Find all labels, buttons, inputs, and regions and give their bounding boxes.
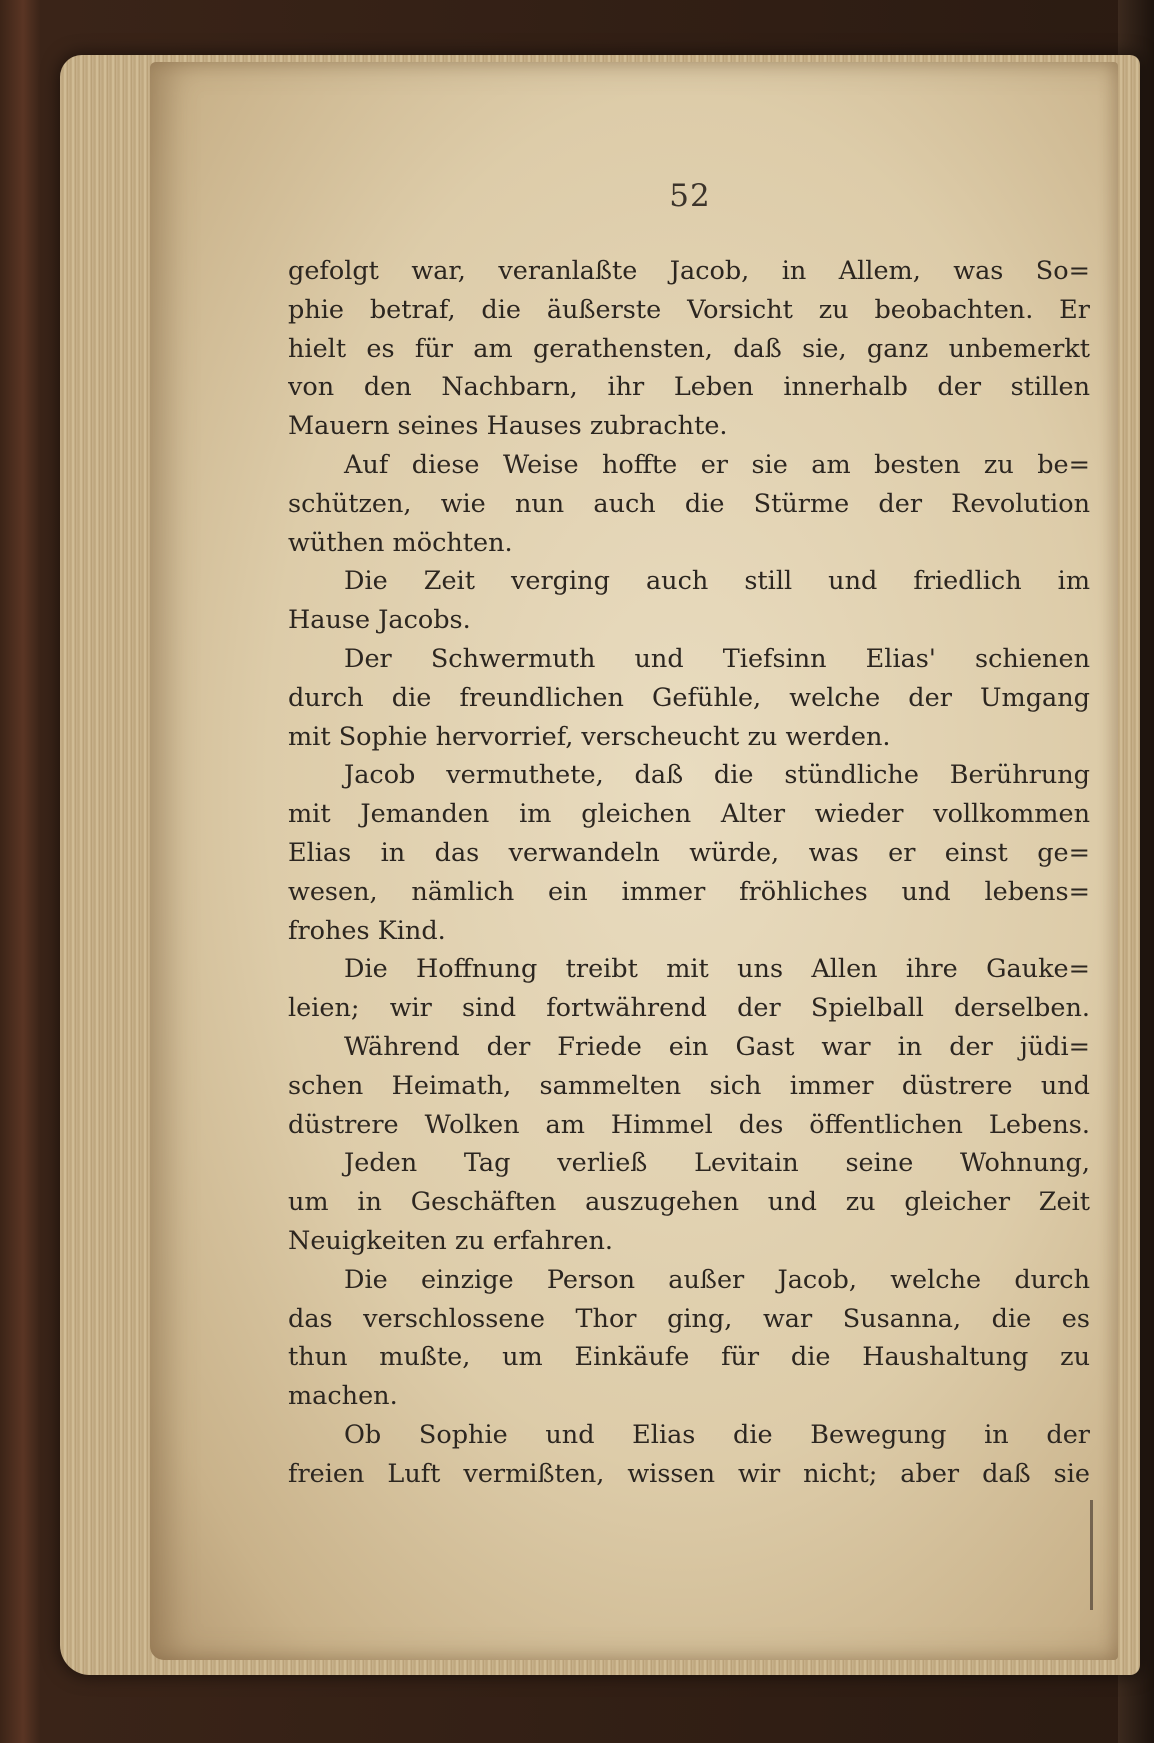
text-line: Die Hoffnung treibt mit uns Allen ihre Gauke= xyxy=(344,954,1090,985)
text-line: Ob Sophie und Elias die Bewegung in der xyxy=(344,1419,1090,1450)
text-line: Jeden Tag verließ Levitain seine Wohnung, xyxy=(344,1148,1090,1179)
text-line: von den Nachbarn, ihr Leben innerhalb der stillen xyxy=(288,372,1090,403)
text-line: Die Zeit verging auch still und friedlich im xyxy=(344,566,1090,597)
text-line: Hause Jacobs. xyxy=(288,605,471,636)
text-line: Neuigkeiten zu erfahren. xyxy=(288,1225,613,1256)
text-line: wesen, nämlich ein immer fröhliches und lebens= xyxy=(288,876,1090,907)
text-line: schützen, wie nun auch die Stürme der Revolution xyxy=(288,488,1090,519)
text-line: wüthen möchten. xyxy=(288,527,513,558)
text-line: frohes Kind. xyxy=(288,915,446,946)
text-line: Mauern seines Hauses zubrachte. xyxy=(288,411,728,442)
text-line: gefolgt war, veranlaßte Jacob, in Allem, was So= xyxy=(288,256,1090,286)
text-line: Während der Friede ein Gast war in der jüdi= xyxy=(344,1031,1090,1062)
text-line: schen Heimath, sammelten sich immer düstrere und xyxy=(288,1070,1090,1101)
text-line: hielt es für am gerathensten, daß sie, ganz unbemerkt xyxy=(288,333,1090,364)
text-line: das verschlossene Thor ging, war Susanna, die es xyxy=(288,1303,1090,1334)
text-line: freien Luft vermißten, wissen wir nicht; aber daß sie xyxy=(288,1458,1090,1489)
text-line: um in Geschäften auszugehen und zu gleicher Zeit xyxy=(288,1187,1090,1218)
text-line: machen. xyxy=(288,1381,398,1412)
gutter-mark xyxy=(1090,1500,1093,1610)
text-line: mit Sophie hervorrief, verscheucht zu werden. xyxy=(288,721,891,752)
text-line: Der Schwermuth und Tiefsinn Elias' schienen xyxy=(344,643,1090,674)
text-line: thun mußte, um Einkäufe für die Haushaltung zu xyxy=(288,1342,1090,1373)
text-line: düstrere Wolken am Himmel des öffentlichen Lebens. xyxy=(288,1109,1090,1140)
text-line: mit Jemanden im gleichen Alter wieder vollkommen xyxy=(288,799,1090,830)
page-number: 52 xyxy=(669,178,711,214)
text-line: Elias in das verwandeln würde, was er einst ge= xyxy=(288,837,1090,868)
body-text xyxy=(288,252,1090,1494)
text-line: Auf diese Weise hoffte er sie am besten zu be= xyxy=(344,449,1090,480)
text-line: Jacob vermuthete, daß die stündliche Berührung xyxy=(344,760,1090,791)
text-line: durch die freundlichen Gefühle, welche der Umgang xyxy=(288,682,1090,713)
text-line: Die einzige Person außer Jacob, welche durch xyxy=(344,1264,1090,1295)
text-line: phie betraf, die äußerste Vorsicht zu beobachten. Er xyxy=(288,294,1090,325)
text-line: leien; wir sind fortwährend der Spielball derselben. xyxy=(288,993,1090,1024)
